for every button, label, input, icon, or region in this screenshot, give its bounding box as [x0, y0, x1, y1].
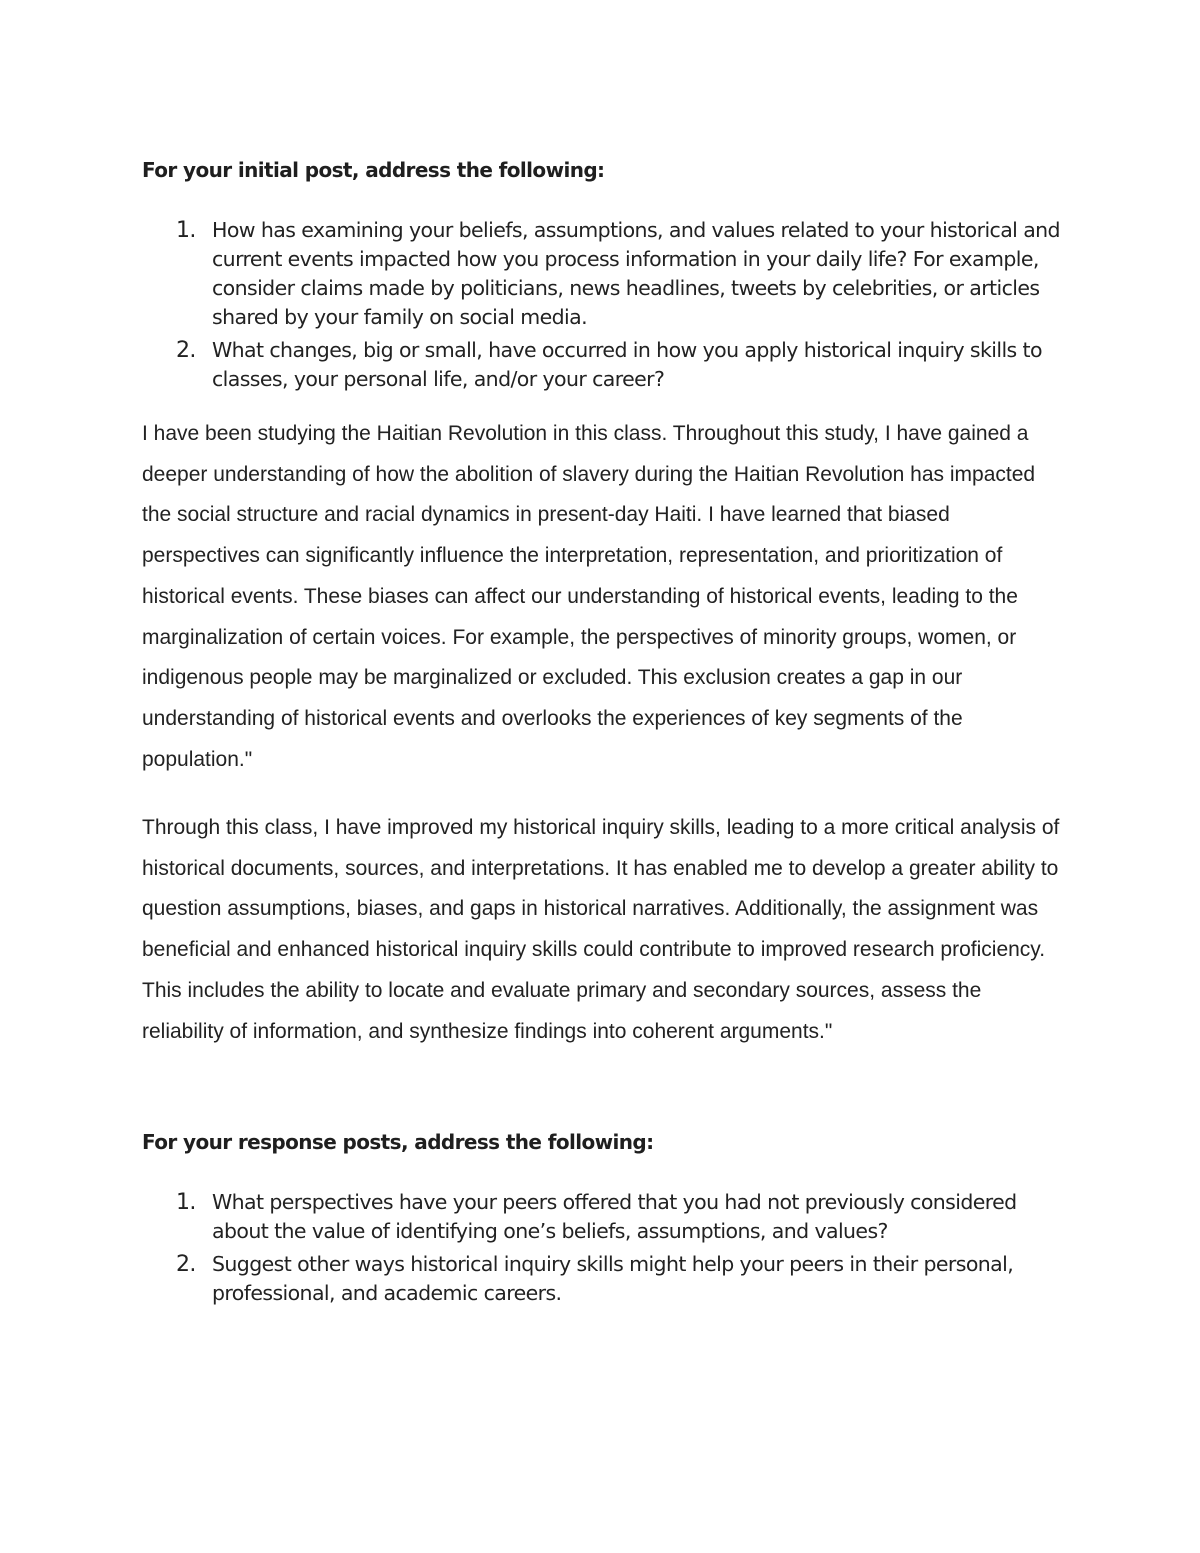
- list-item: [142, 1250, 1072, 1308]
- list-item: [142, 216, 1072, 332]
- list-item-text: Suggest other ways historical inquiry skills might help your peers in their personal, professional, and academic careers.: [212, 1252, 1014, 1305]
- response-questions-list: [142, 1188, 1072, 1312]
- answer-paragraph-1: I have been studying the Haitian Revolution in this class. Throughout this study, I have gained a deeper understanding of how the abolition of slavery during the Haitian Revolution has impacted the social structure and racial dynamics in present-day Haiti. I have learned that biased perspectives can significantly influence the interpretation, representation, and prioritization of historical events. These biases can affect our understanding of historical events, leading to the marginalization of certain voices. For example, the perspectives of minority groups, women, or indigenous people may be marginalized or excluded. This exclusion creates a gap in our understanding of historical events and overlooks the experiences of key segments of the population.": [142, 422, 1036, 771]
- list-item-text: How has examining your beliefs, assumptions, and values related to your historical and current events impacted how you process information in your daily life? For example, consider claims made by politicians, news headlines, tweets by celebrities, or articles shared by your family on social media.: [212, 218, 1060, 329]
- list-item-number: 1.: [176, 218, 196, 243]
- initial-post-heading: For your initial post, address the following:: [142, 158, 605, 182]
- list-item-number: 1.: [176, 1190, 196, 1215]
- list-item: [142, 1188, 1072, 1246]
- list-item-number: 2.: [176, 1252, 196, 1277]
- list-item: [142, 336, 1072, 394]
- response-posts-heading: For your response posts, address the following:: [142, 1130, 654, 1154]
- initial-questions-list: [142, 216, 1072, 398]
- list-item-number: 2.: [176, 338, 196, 363]
- list-item-text: What perspectives have your peers offered that you had not previously considered about the value of identifying one’s beliefs, assumptions, and values?: [212, 1190, 1017, 1243]
- answer-paragraph-2: Through this class, I have improved my historical inquiry skills, leading to a more critical analysis of historical documents, sources, and interpretations. It has enabled me to develop a greater ability to question assumptions, biases, and gaps in historical narratives. Additionally, the assignment was beneficial and enhanced historical inquiry skills could contribute to improved research proficiency. This includes the ability to locate and evaluate primary and secondary sources, assess the reliability of information, and synthesize findings into coherent arguments.": [142, 816, 1060, 1043]
- list-item-text: What changes, big or small, have occurred in how you apply historical inquiry skills to classes, your personal life, and/or your career?: [212, 338, 1042, 391]
